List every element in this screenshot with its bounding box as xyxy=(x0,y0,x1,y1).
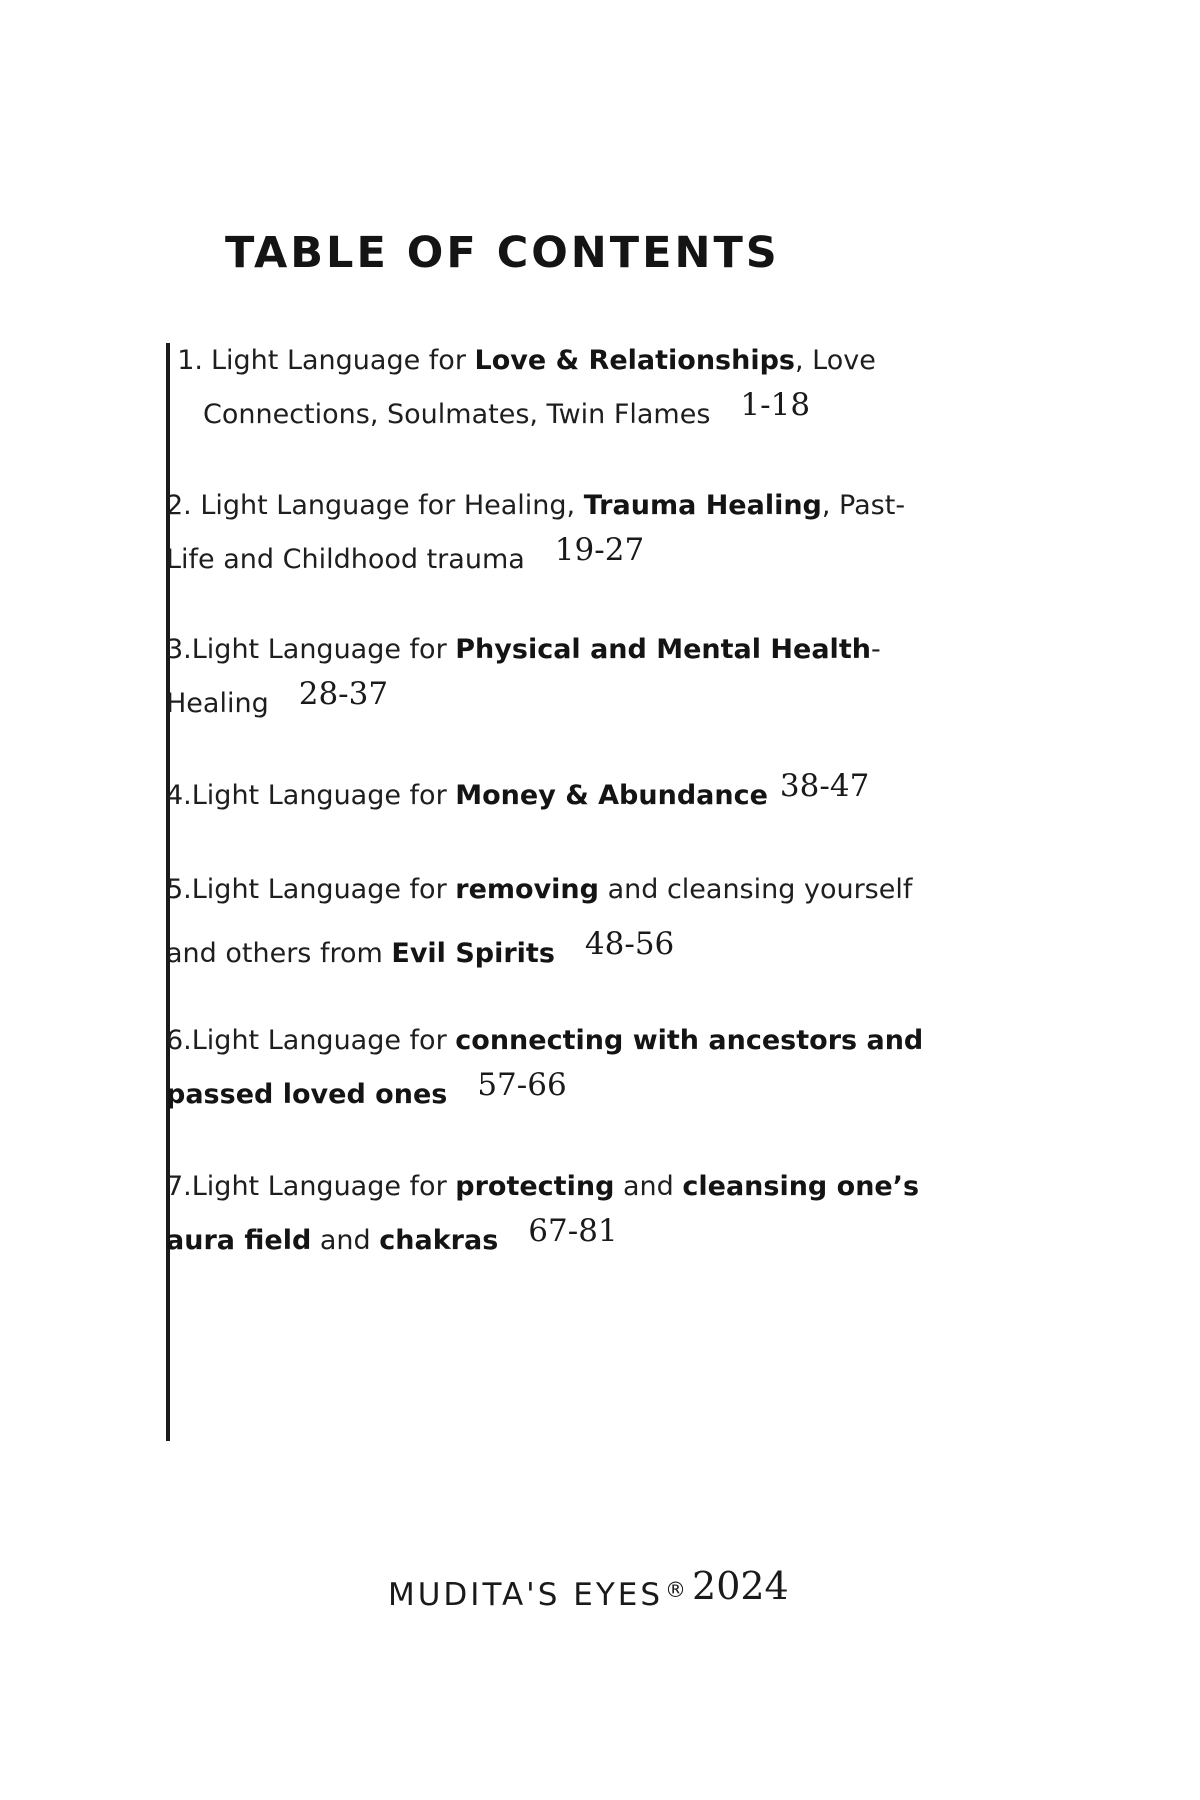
text: , Love xyxy=(794,345,876,376)
bold-text: Trauma Healing xyxy=(583,490,822,521)
bold-text: chakras xyxy=(379,1225,499,1256)
toc-entry-3-line-1 xyxy=(166,624,926,676)
toc-entry-2-pages: 19-27 xyxy=(554,532,645,568)
bold-text: cleansing one’s xyxy=(682,1171,920,1202)
text: 4.Light Language for xyxy=(166,780,456,811)
toc-entry-7 xyxy=(166,1161,926,1267)
text: Life and Childhood trauma xyxy=(166,544,525,575)
toc-entry-5-line-1 xyxy=(166,864,926,916)
bold-text: passed loved ones xyxy=(166,1079,448,1110)
toc-entry-6-pages: 57-66 xyxy=(477,1067,567,1103)
toc-entry-1-number: 1. xyxy=(177,345,203,376)
toc-entry-2 xyxy=(166,480,926,586)
bold-text: Money & Abundance xyxy=(455,780,768,811)
toc-entry-5-line-2 xyxy=(166,926,926,980)
toc-entry-5-pages: 48-56 xyxy=(584,926,675,962)
toc-entry-3-line-2 xyxy=(166,676,926,730)
footer xyxy=(388,1564,789,1614)
toc-entry-1-pages: 1-18 xyxy=(740,387,811,423)
text: Connections, Soulmates, Twin Flames xyxy=(203,399,711,430)
toc-entry-6-line-2 xyxy=(166,1067,926,1121)
bold-text: Love & Relationships xyxy=(474,345,795,376)
toc-entry-4-line-1 xyxy=(166,768,926,822)
footer-brand: MUDITA'S EYES xyxy=(388,1577,664,1613)
text: Light Language for xyxy=(211,345,475,376)
toc-entry-5 xyxy=(166,864,926,980)
footer-year: 2024 xyxy=(692,1564,789,1608)
text: Healing xyxy=(166,688,269,719)
bold-text: Evil Spirits xyxy=(391,938,555,969)
toc-entry-4-pages: 38-47 xyxy=(779,768,870,804)
toc-entry-7-line-1 xyxy=(166,1161,926,1213)
toc-entry-2-line-1 xyxy=(166,480,926,532)
registered-mark: ® xyxy=(665,1578,687,1602)
text: 7.Light Language for xyxy=(166,1171,456,1202)
text: 3.Light Language for xyxy=(166,634,456,665)
toc-entry-1 xyxy=(166,335,926,441)
text: and xyxy=(311,1225,380,1256)
bold-text: Physical and Mental Health xyxy=(455,634,871,665)
toc-entry-6 xyxy=(166,1015,926,1121)
toc-entry-3 xyxy=(166,624,926,730)
toc-entry-4 xyxy=(166,768,926,822)
text: 6.Light Language for xyxy=(166,1025,456,1056)
text: 2. Light Language for Healing, xyxy=(166,490,584,521)
toc-entry-3-pages: 28-37 xyxy=(298,676,389,712)
bold-text: protecting xyxy=(455,1171,615,1202)
bold-text: connecting with ancestors and xyxy=(455,1025,924,1056)
text: , Past- xyxy=(821,490,906,521)
text: - xyxy=(870,634,881,665)
toc-entry-7-line-2 xyxy=(166,1213,926,1267)
text: and others from xyxy=(166,938,392,969)
toc-entry-6-line-1 xyxy=(166,1015,926,1067)
bold-text: removing xyxy=(455,874,599,905)
toc-entry-7-pages: 67-81 xyxy=(528,1213,618,1249)
text: 5.Light Language for xyxy=(166,874,456,905)
text: and cleansing yourself xyxy=(598,874,913,905)
toc-title: TABLE OF CONTENTS xyxy=(225,228,780,278)
toc-entry-1-line-1 xyxy=(166,335,926,387)
toc-entry-2-line-2 xyxy=(166,532,926,586)
text: and xyxy=(614,1171,683,1202)
bold-text: aura field xyxy=(166,1225,312,1256)
toc-entry-1-line-2 xyxy=(166,387,926,441)
